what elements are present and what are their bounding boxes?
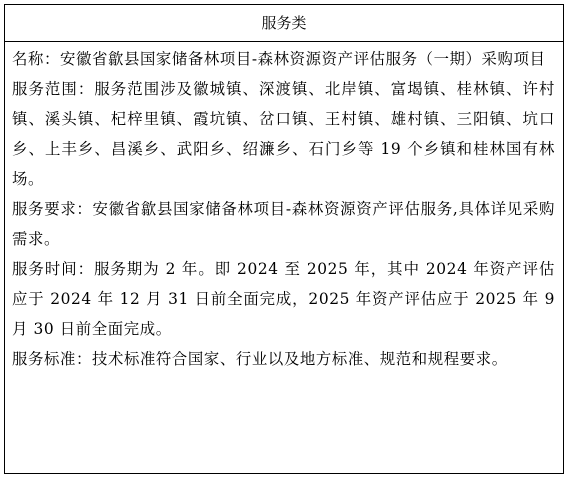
row-standard-text: 技术标准符合国家、行业以及地方标准、规范和规程要求。 bbox=[91, 350, 508, 368]
row-requirements-label: 服务要求： bbox=[12, 200, 93, 218]
table-header: 服务类 bbox=[5, 5, 563, 42]
row-name-label: 名称： bbox=[12, 50, 60, 68]
row-name-text: 安徽省歙县国家储备林项目-森林资源资产评估服务（一期）采购项目 bbox=[59, 50, 546, 68]
row-scope-text: 服务范围涉及徽城镇、深渡镇、北岸镇、富堨镇、桂林镇、许村镇、溪头镇、杞梓里镇、霞坑镇、岔口镇、王村镇、雄村镇、三阳镇、坑口乡、上丰乡、昌溪乡、武阳乡、绍濂乡、石门乡等 19 个乡镇和桂林国有林场。 bbox=[12, 80, 555, 188]
row-period-label: 服务时间： bbox=[12, 260, 95, 278]
row-scope bbox=[12, 74, 555, 194]
row-requirements-text: 安徽省歙县国家储备林项目-森林资源资产评估服务,具体详见采购需求。 bbox=[12, 200, 555, 248]
row-standard-label: 服务标准： bbox=[12, 350, 92, 368]
row-scope-label: 服务范围： bbox=[12, 80, 95, 98]
row-name bbox=[12, 44, 555, 74]
table-body bbox=[5, 42, 563, 374]
row-requirements bbox=[12, 194, 555, 254]
row-period bbox=[12, 254, 555, 344]
service-table bbox=[4, 4, 564, 474]
row-standard bbox=[12, 344, 555, 374]
row-period-text: 服务期为 2 年。即 2024 至 2025 年，其中 2024 年资产评估应于 2024 年 12 月 31 日前全面完成，2025 年资产评估应于 2025 年 9 月 30 日前全面完成。 bbox=[12, 260, 555, 338]
